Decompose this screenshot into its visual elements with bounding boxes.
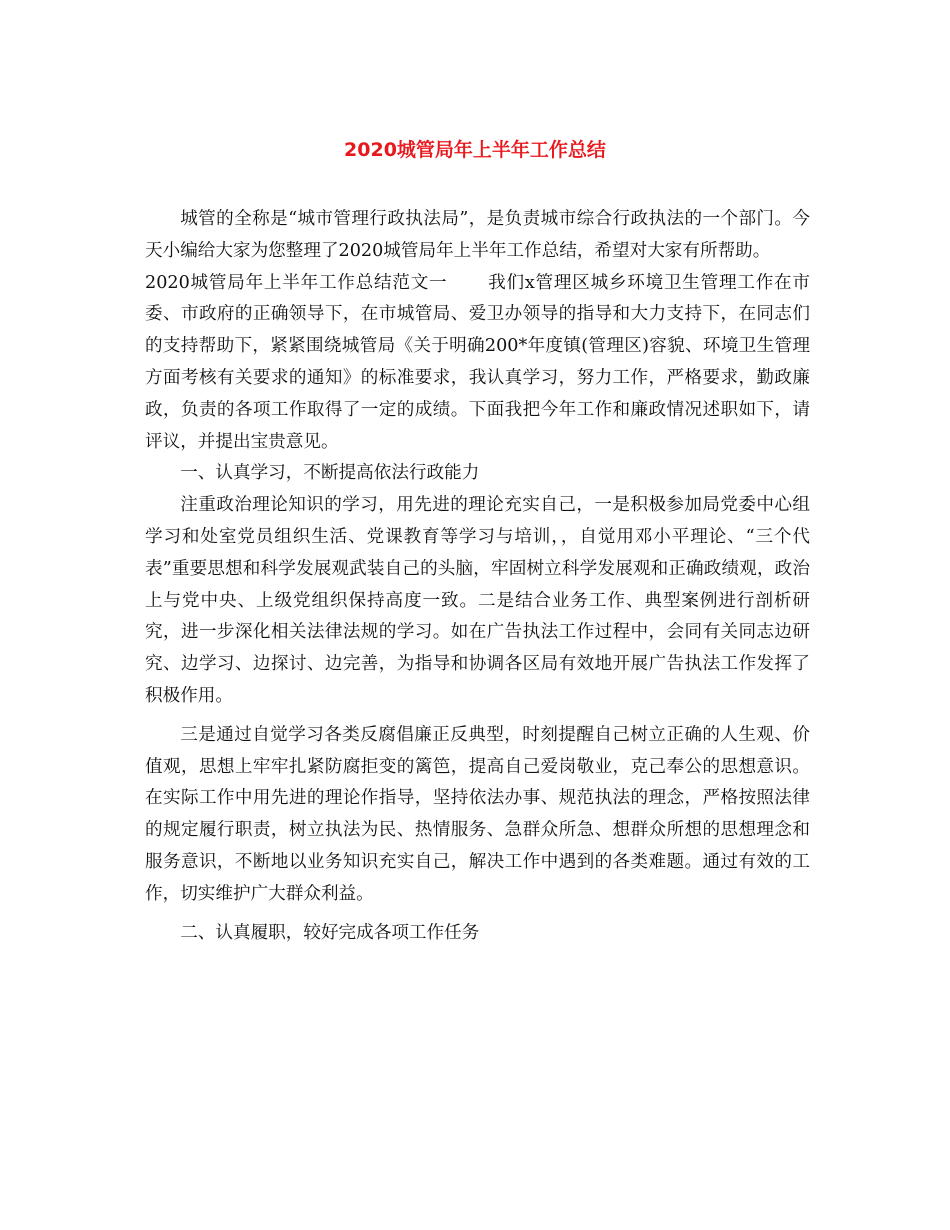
document-body [145, 204, 810, 949]
sample-heading: 2020城管局年上半年工作总结范文一 [145, 272, 448, 293]
sample-body: 我们x管理区城乡环境卫生管理工作在市委、市政府的正确领导下，在市城管局、爱卫办领导的指导和大力支持下，在同志们的支持帮助下，紧紧围绕城管局《关于明确200*年度镇(管理区)容貌、环境卫生管理方面考核有关要求的通知》的标准要求，我认真学习，努力工作，严格要求，勤政廉政，负责的各项工作取得了一定的成绩。下面我把今年工作和廉政情况述职如下，请评议，并提出宝贵意见。 [145, 272, 810, 452]
intro-paragraph: 城管的全称是“城市管理行政执法局”，是负责城市综合行政执法的一个部门。今天小编给大家为您整理了2020城管局年上半年工作总结，希望对大家有所帮助。 [145, 209, 810, 261]
document-title: 2020城管局年上半年工作总结 [344, 139, 606, 161]
section-1-paragraph-2: 三是通过自觉学习各类反腐倡廉正反典型，时刻提醒自己树立正确的人生观、价值观，思想上牢牢扎紧防腐拒变的篱笆，提高自己爱岗敬业，克己奉公的思想意识。在实际工作中用先进的理论作指导，坚持依法办事、规范执法的理念，严格按照法律的规定履行职责，树立执法为民、热情服务、急群众所急、想群众所想的思想理念和服务意识，不断地以业务知识充实自己，解决工作中遇到的各类难题。通过有效的工作，切实维护广大群众利益。 [145, 724, 810, 904]
section-1-paragraph-1: 注重政治理论知识的学习，用先进的理论充实自己，一是积极参加局党委中心组学习和处室党员组织生活、党课教育等学习与培训，，自觉用邓小平理论、“三个代表”重要思想和科学发展观武装自己的头脑，牢固树立科学发展观和正确政绩观，政治上与党中央、上级党组织保持高度一致。二是结合业务工作、典型案例进行剖析研究，进一步深化相关法律法规的学习。如在广告执法工作过程中，会同有关同志边研究、边学习、边探讨、边完善，为指导和协调各区局有效地开展广告执法工作发挥了积极作用。 [145, 495, 810, 706]
section-heading-1: 一、认真学习，不断提高依法行政能力 [180, 463, 480, 484]
sample-paragraph [145, 268, 810, 459]
section-heading-2: 二、认真履职，较好完成各项工作任务 [180, 922, 480, 943]
